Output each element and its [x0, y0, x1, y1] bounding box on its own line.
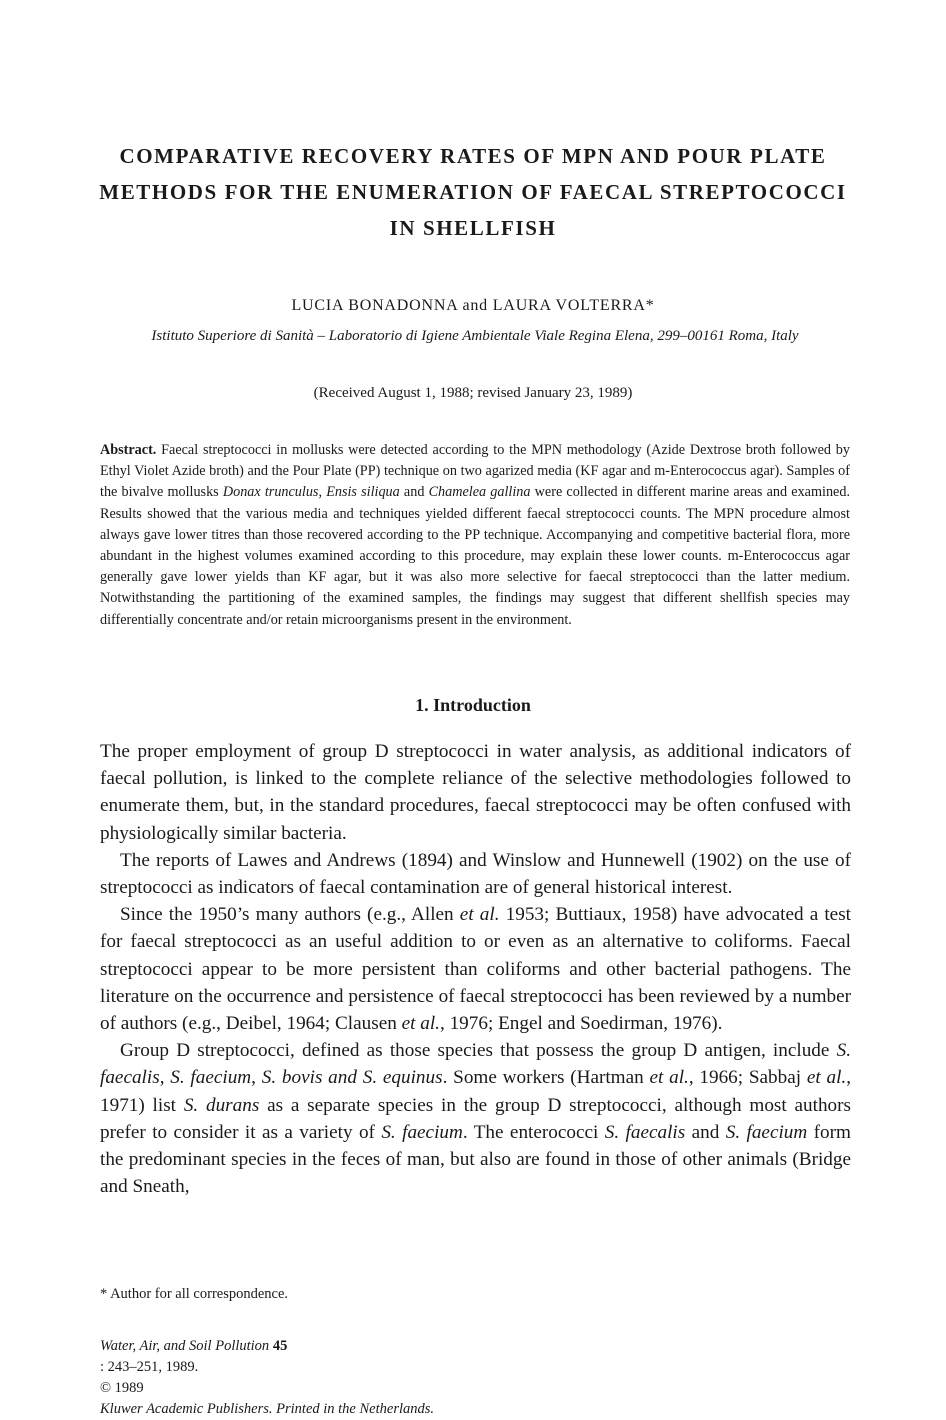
- citation-etal: et al.: [806, 1067, 847, 1089]
- text-run: . The enterococci: [462, 1121, 605, 1143]
- author-list: LUCIA BONADONNA and LAURA VOLTERRA*: [291, 297, 655, 314]
- abstract-text: ,: [318, 484, 327, 501]
- publisher: Kluwer Academic Publishers. Printed in the Netherlands.: [100, 1401, 435, 1417]
- paragraph-4: [100, 1037, 851, 1200]
- text-run: , 1966; Sabbaj: [688, 1067, 807, 1089]
- affiliation: Istituto Superiore di Sanità – Laboratorio di Igiene Ambientale Viale Regina Elena, 299–00161 Roma, Italy: [151, 328, 799, 344]
- abstract-text: Faecal streptococci in mollusks were detected according to the MPN methodology (Azide Dextrose broth followed by Ethyl Violet Azide broth) and the Pour Plate (PP) technique on two agarized media (KF agar and m-Enterococcus agar). Samples of the bivalve mollusks: [100, 442, 850, 501]
- citation-etal: et al.: [459, 904, 500, 926]
- citation-etal: et al.: [649, 1067, 689, 1089]
- author-footnote: * Author for all correspondence.: [100, 1286, 289, 1302]
- species-name: S. faecalis: [604, 1121, 686, 1143]
- title-line-2: METHODS FOR THE ENUMERATION OF FAECAL STREPTOCOCCI: [99, 180, 847, 204]
- journal-info: [100, 1336, 850, 1420]
- received-dates: (Received August 1, 1988; revised January 23, 1989): [313, 385, 633, 401]
- text-run: . Some workers (Hartman: [442, 1067, 650, 1089]
- species-name: S. durans: [183, 1094, 260, 1116]
- copyright-year: © 1989: [100, 1380, 144, 1396]
- text-run: and: [685, 1121, 726, 1143]
- abstract-text: were collected in different marine areas and examined. Results showed that the various media and techniques yielded different faecal streptococci counts. The MPN procedure almost always gave lower titres than those recovered according to the PP technique. Accompanying and competitive bacterial flora, more abundant in the highest volumes examined according to this procedure, may explain these lower counts. m-Enterococcus agar generally gave lower yields than KF agar, but it was also more selective for faecal streptococci than the latter medium. Notwithstanding the partitioning of the examined samples, the findings may suggest that different shellfish species may differentially concentrate and/or retain microorganisms present in the environment.: [100, 484, 850, 628]
- species-name: Donax trunculus: [222, 484, 319, 501]
- journal-citation: [100, 1336, 850, 1378]
- citation-etal: et al.: [401, 1013, 440, 1035]
- species-name: S. bovis and S. equinus: [261, 1067, 443, 1089]
- text-run: Group D streptococci, defined as those species that possess the group D antigen, include: [120, 1040, 837, 1062]
- species-name: Ensis siliqua: [326, 484, 400, 501]
- paragraph-1: The proper employment of group D streptococci in water analysis, as additional indicators of faecal pollution, is linked to the complete reliance of the selective methodologies followed to enumerate them, but, in the standard procedures, faecal streptococci may be often confused with physiologically similar bacteria.: [100, 741, 851, 844]
- abstract-label: Abstract.: [100, 442, 157, 458]
- text-run: as a separate species in the group D streptococci, although most authors prefer to consider it as a variety of: [100, 1094, 851, 1143]
- section-heading-introduction: 1. Introduction: [415, 695, 531, 715]
- text-run: form the predominant species in the feces of man, but also are found in those of other animals (Bridge and Sneath,: [100, 1121, 851, 1198]
- species-name: S. faecium: [381, 1121, 463, 1143]
- species-name: Chamelea gallina: [428, 484, 531, 501]
- text-run: 1953; Buttiaux, 1958) have advocated a test for faecal streptococci as an useful addition to or even as an alternative to coliforms. Faecal streptococci appear to be more persistent than coliforms and other bacterial pathogens. The literature on the occurrence and persistence of faecal streptococci has been reviewed by a number of authors (e.g., Deibel, 1964; Clausen: [100, 904, 851, 1035]
- abstract: [100, 440, 850, 631]
- paragraph-2: The reports of Lawes and Andrews (1894) and Winslow and Hunnewell (1902) on the use of streptococci as indicators of faecal contamination are of general historical interest.: [100, 849, 851, 899]
- introduction-body: [100, 738, 851, 1200]
- text-run: ,: [159, 1067, 171, 1089]
- title-line-3: IN SHELLFISH: [389, 216, 557, 240]
- title-line-1: COMPARATIVE RECOVERY RATES OF MPN AND POUR PLATE: [119, 144, 827, 168]
- paragraph-3: [100, 901, 851, 1037]
- species-name: S. faecalis: [100, 1040, 851, 1089]
- species-name: S. faecium: [725, 1121, 808, 1143]
- journal-name: Water, Air, and Soil Pollution: [100, 1338, 270, 1354]
- text-run: , 1971) list: [100, 1067, 851, 1116]
- species-name: S. faecium: [170, 1067, 252, 1089]
- abstract-text: and: [399, 484, 429, 501]
- text-run: ,: [251, 1067, 262, 1089]
- journal-volume: 45: [272, 1338, 288, 1354]
- text-run: Since the 1950’s many authors (e.g., Allen: [120, 904, 460, 926]
- copyright-line: [100, 1378, 850, 1420]
- journal-pages: : 243–251, 1989.: [100, 1359, 199, 1375]
- text-run: , 1976; Engel and Soedirman, 1976).: [439, 1013, 723, 1035]
- paper-title: [80, 138, 866, 246]
